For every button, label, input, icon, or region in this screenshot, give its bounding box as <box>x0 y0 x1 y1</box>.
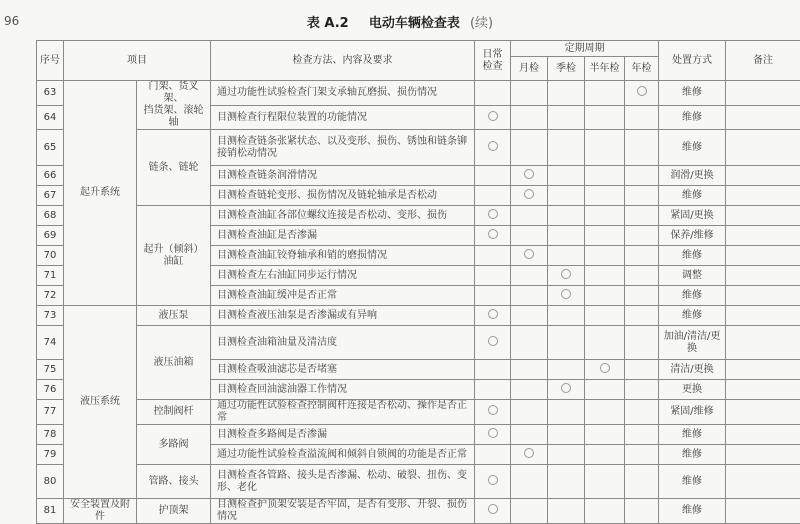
cell-halfyear <box>585 499 625 524</box>
row-number: 64 <box>37 106 64 130</box>
cell-daily <box>475 266 511 286</box>
cell-halfyear <box>585 380 625 400</box>
method-text: 目测检查行程限位装置的功能情况 <box>211 106 475 130</box>
subgroup-label-line: 挡货架、滚轮轴 <box>139 105 208 129</box>
circle-mark-icon <box>488 209 498 219</box>
remark-cell <box>726 306 800 326</box>
remark-cell <box>726 286 800 306</box>
header-no: 序号 <box>37 41 64 81</box>
cell-monthly <box>511 130 548 166</box>
row-number: 79 <box>37 445 64 465</box>
circle-mark-icon <box>524 169 534 179</box>
cell-quarterly <box>548 306 585 326</box>
header-daily <box>475 41 511 81</box>
circle-mark-icon <box>561 383 571 393</box>
subgroup-label-line: 管路、接头 <box>139 476 208 488</box>
subgroup-label <box>137 425 211 465</box>
handling-text: 调整 <box>659 266 726 286</box>
cell-monthly <box>511 400 548 425</box>
cell-halfyear <box>585 360 625 380</box>
cell-yearly <box>625 186 659 206</box>
subgroup-label-line: 多路阀 <box>139 439 208 451</box>
circle-mark-icon <box>561 289 571 299</box>
cell-monthly <box>511 286 548 306</box>
cell-monthly <box>511 425 548 445</box>
handling-text: 更换 <box>659 380 726 400</box>
cell-quarterly <box>548 445 585 465</box>
circle-mark-icon <box>488 504 498 514</box>
subgroup-label-line: 门架、货叉架、 <box>139 81 208 105</box>
handling-text: 维修 <box>659 286 726 306</box>
cell-yearly <box>625 106 659 130</box>
cell-halfyear <box>585 246 625 266</box>
cell-monthly <box>511 166 548 186</box>
group-label: 液压系统 <box>64 306 137 499</box>
cell-daily <box>475 81 511 106</box>
remark-cell <box>726 380 800 400</box>
circle-mark-icon <box>488 229 498 239</box>
cell-halfyear <box>585 400 625 425</box>
method-text: 通过功能性试验检查门架支承轴瓦磨损、损伤情况 <box>211 81 475 106</box>
page-number: 96 <box>4 14 19 28</box>
method-text: 目测检查多路阀是否渗漏 <box>211 425 475 445</box>
cell-daily <box>475 326 511 360</box>
handling-text: 维修 <box>659 306 726 326</box>
remark-cell <box>726 465 800 499</box>
circle-mark-icon <box>524 189 534 199</box>
row-number: 67 <box>37 186 64 206</box>
circle-mark-icon <box>488 141 498 151</box>
method-text: 目测检查液压油泵是否渗漏或有异响 <box>211 306 475 326</box>
table-row <box>37 465 800 499</box>
subgroup-label <box>137 130 211 206</box>
row-number: 75 <box>37 360 64 380</box>
cell-daily <box>475 286 511 306</box>
handling-text: 维修 <box>659 445 726 465</box>
cell-halfyear <box>585 465 625 499</box>
cell-daily <box>475 106 511 130</box>
subgroup-label-line: 液压油箱 <box>139 357 208 369</box>
cell-yearly <box>625 465 659 499</box>
cell-yearly <box>625 499 659 524</box>
remark-cell <box>726 400 800 425</box>
method-text: 目测检查左右油缸同步运行情况 <box>211 266 475 286</box>
remark-cell <box>726 166 800 186</box>
row-number: 76 <box>37 380 64 400</box>
cell-monthly <box>511 380 548 400</box>
table-row <box>37 81 800 106</box>
row-number: 77 <box>37 400 64 425</box>
cell-halfyear <box>585 326 625 360</box>
remark-cell <box>726 499 800 524</box>
row-number: 69 <box>37 226 64 246</box>
table-row <box>37 306 800 326</box>
cell-halfyear <box>585 130 625 166</box>
method-text: 通过功能性试验检查控制阀杆连接是否松动、操作是否正常 <box>211 400 475 425</box>
row-number: 74 <box>37 326 64 360</box>
remark-cell <box>726 106 800 130</box>
cell-yearly <box>625 166 659 186</box>
method-text: 目测检查链轮变形、损伤情况及链轮轴承是否松动 <box>211 186 475 206</box>
handling-text: 加油/清洁/更换 <box>659 326 726 360</box>
subgroup-label-line: 链条、链轮 <box>139 162 208 174</box>
cell-yearly <box>625 306 659 326</box>
header-halfyear: 半年检 <box>585 57 625 81</box>
remark-cell <box>726 226 800 246</box>
group-label: 起升系统 <box>64 81 137 306</box>
cell-monthly <box>511 465 548 499</box>
remark-cell <box>726 266 800 286</box>
table-row <box>37 130 800 166</box>
handling-text: 清洁/更换 <box>659 360 726 380</box>
method-text: 通过功能性试验检查溢流阀和倾斜自锁阀的功能是否正常 <box>211 445 475 465</box>
cell-monthly <box>511 266 548 286</box>
subgroup-label <box>137 326 211 400</box>
cell-daily <box>475 186 511 206</box>
cell-yearly <box>625 425 659 445</box>
cell-daily <box>475 226 511 246</box>
handling-text: 维修 <box>659 130 726 166</box>
cell-halfyear <box>585 286 625 306</box>
table-name: 电动车辆检查表 <box>369 16 460 31</box>
handling-text: 维修 <box>659 499 726 524</box>
method-text: 目测检查吸油滤芯是否堵塞 <box>211 360 475 380</box>
cell-daily <box>475 465 511 499</box>
cell-quarterly <box>548 380 585 400</box>
cell-quarterly <box>548 266 585 286</box>
table-row <box>37 400 800 425</box>
cell-quarterly <box>548 326 585 360</box>
subgroup-label-line: 液压泵 <box>139 310 208 322</box>
table-row <box>37 326 800 360</box>
cell-halfyear <box>585 186 625 206</box>
subgroup-label-line: 护顶架 <box>139 505 208 517</box>
remark-cell <box>726 206 800 226</box>
handling-text: 保养/维修 <box>659 226 726 246</box>
cell-yearly <box>625 445 659 465</box>
cell-yearly <box>625 400 659 425</box>
cell-monthly <box>511 226 548 246</box>
cell-monthly <box>511 306 548 326</box>
row-number: 71 <box>37 266 64 286</box>
handling-text: 维修 <box>659 425 726 445</box>
cell-halfyear <box>585 81 625 106</box>
cell-halfyear <box>585 166 625 186</box>
cell-daily <box>475 425 511 445</box>
method-text: 目测检查油缸铰脊轴承和销的磨损情况 <box>211 246 475 266</box>
cell-yearly <box>625 226 659 246</box>
cell-daily <box>475 380 511 400</box>
table-number: 表 A.2 <box>307 16 349 31</box>
cell-halfyear <box>585 206 625 226</box>
cell-daily <box>475 206 511 226</box>
subgroup-label <box>137 400 211 425</box>
subgroup-label <box>137 81 211 130</box>
remark-cell <box>726 130 800 166</box>
header-handling: 处置方式 <box>659 41 726 81</box>
cell-yearly <box>625 326 659 360</box>
cell-monthly <box>511 206 548 226</box>
subgroup-label <box>137 465 211 499</box>
circle-mark-icon <box>488 309 498 319</box>
handling-text: 维修 <box>659 465 726 499</box>
cell-quarterly <box>548 166 585 186</box>
cell-monthly <box>511 445 548 465</box>
row-number: 63 <box>37 81 64 106</box>
remark-cell <box>726 326 800 360</box>
handling-text: 维修 <box>659 186 726 206</box>
header-remark: 备注 <box>726 41 800 81</box>
header-monthly: 月检 <box>511 57 548 81</box>
handling-text: 润滑/更换 <box>659 166 726 186</box>
header-method: 检查方法、内容及要求 <box>211 41 475 81</box>
circle-mark-icon <box>524 249 534 259</box>
cell-monthly <box>511 81 548 106</box>
row-number: 80 <box>37 465 64 499</box>
method-text: 目测检查回油滤油器工作情况 <box>211 380 475 400</box>
header-daily-line1: 日常 <box>477 49 508 61</box>
cell-monthly <box>511 326 548 360</box>
cell-daily <box>475 445 511 465</box>
cell-monthly <box>511 106 548 130</box>
cell-monthly <box>511 246 548 266</box>
subgroup-label-line: 油缸 <box>139 256 208 268</box>
cell-halfyear <box>585 226 625 246</box>
circle-mark-icon <box>488 111 498 121</box>
cell-monthly <box>511 499 548 524</box>
inspection-table <box>36 40 800 524</box>
cell-halfyear <box>585 306 625 326</box>
table-row <box>37 206 800 226</box>
handling-text: 紧固/更换 <box>659 206 726 226</box>
cell-halfyear <box>585 266 625 286</box>
row-number: 73 <box>37 306 64 326</box>
cell-daily <box>475 246 511 266</box>
cell-quarterly <box>548 246 585 266</box>
row-number: 68 <box>37 206 64 226</box>
table-continued: (续) <box>470 16 493 31</box>
method-text: 目测检查链条张紧状态、以及变形、损伤、锈蚀和链条铆接销松动情况 <box>211 130 475 166</box>
row-number: 81 <box>37 499 64 524</box>
subgroup-label-line: 控制阀杆 <box>139 406 208 418</box>
cell-monthly <box>511 186 548 206</box>
circle-mark-icon <box>488 428 498 438</box>
cell-daily <box>475 130 511 166</box>
cell-quarterly <box>548 130 585 166</box>
remark-cell <box>726 425 800 445</box>
remark-cell <box>726 81 800 106</box>
cell-quarterly <box>548 425 585 445</box>
remark-cell <box>726 360 800 380</box>
row-number: 66 <box>37 166 64 186</box>
cell-quarterly <box>548 400 585 425</box>
cell-daily <box>475 306 511 326</box>
method-text: 目测检查油缸各部位螺纹连接是否松动、变形、损伤 <box>211 206 475 226</box>
method-text: 目测检查链条润滑情况 <box>211 166 475 186</box>
table-title <box>0 12 800 31</box>
header-yearly: 年检 <box>625 57 659 81</box>
cell-yearly <box>625 130 659 166</box>
row-number: 70 <box>37 246 64 266</box>
cell-yearly <box>625 380 659 400</box>
row-number: 78 <box>37 425 64 445</box>
handling-text: 维修 <box>659 106 726 130</box>
remark-cell <box>726 445 800 465</box>
circle-mark-icon <box>561 269 571 279</box>
circle-mark-icon <box>488 475 498 485</box>
cell-quarterly <box>548 206 585 226</box>
cell-quarterly <box>548 106 585 130</box>
header-periodic: 定期周期 <box>511 41 659 57</box>
cell-daily <box>475 400 511 425</box>
group-label: 安全装置及附件 <box>64 499 137 524</box>
handling-text: 维修 <box>659 246 726 266</box>
circle-mark-icon <box>524 448 534 458</box>
row-number: 72 <box>37 286 64 306</box>
subgroup-label <box>137 306 211 326</box>
cell-daily <box>475 360 511 380</box>
table-row <box>37 499 800 524</box>
method-text: 目测检查油缸缓冲是否正常 <box>211 286 475 306</box>
cell-daily <box>475 499 511 524</box>
method-text: 目测检查油缸是否渗漏 <box>211 226 475 246</box>
subgroup-label <box>137 499 211 524</box>
table-row <box>37 425 800 445</box>
cell-quarterly <box>548 499 585 524</box>
circle-mark-icon <box>488 336 498 346</box>
cell-yearly <box>625 81 659 106</box>
handling-text: 紧固/维修 <box>659 400 726 425</box>
circle-mark-icon <box>637 86 647 96</box>
handling-text: 维修 <box>659 81 726 106</box>
cell-halfyear <box>585 106 625 130</box>
subgroup-label-line: 起升（倾斜） <box>139 244 208 256</box>
cell-quarterly <box>548 186 585 206</box>
header-quarterly: 季检 <box>548 57 585 81</box>
cell-quarterly <box>548 81 585 106</box>
cell-quarterly <box>548 360 585 380</box>
cell-yearly <box>625 246 659 266</box>
cell-quarterly <box>548 286 585 306</box>
subgroup-label <box>137 206 211 306</box>
remark-cell <box>726 186 800 206</box>
cell-yearly <box>625 360 659 380</box>
cell-yearly <box>625 266 659 286</box>
remark-cell <box>726 246 800 266</box>
cell-monthly <box>511 360 548 380</box>
method-text: 目测检查护顶架安装是否牢固，是否有变形、开裂、损伤情况 <box>211 499 475 524</box>
circle-mark-icon <box>488 405 498 415</box>
cell-quarterly <box>548 465 585 499</box>
cell-quarterly <box>548 226 585 246</box>
cell-halfyear <box>585 425 625 445</box>
header-daily-line2: 检查 <box>477 61 508 73</box>
cell-yearly <box>625 286 659 306</box>
cell-halfyear <box>585 445 625 465</box>
cell-yearly <box>625 206 659 226</box>
circle-mark-icon <box>600 363 610 373</box>
header-item: 项目 <box>64 41 211 81</box>
cell-daily <box>475 166 511 186</box>
method-text: 目测检查各管路、接头是否渗漏、松动、破裂、扭伤、变形、老化 <box>211 465 475 499</box>
row-number: 65 <box>37 130 64 166</box>
method-text: 目测检查油箱油量及清洁度 <box>211 326 475 360</box>
